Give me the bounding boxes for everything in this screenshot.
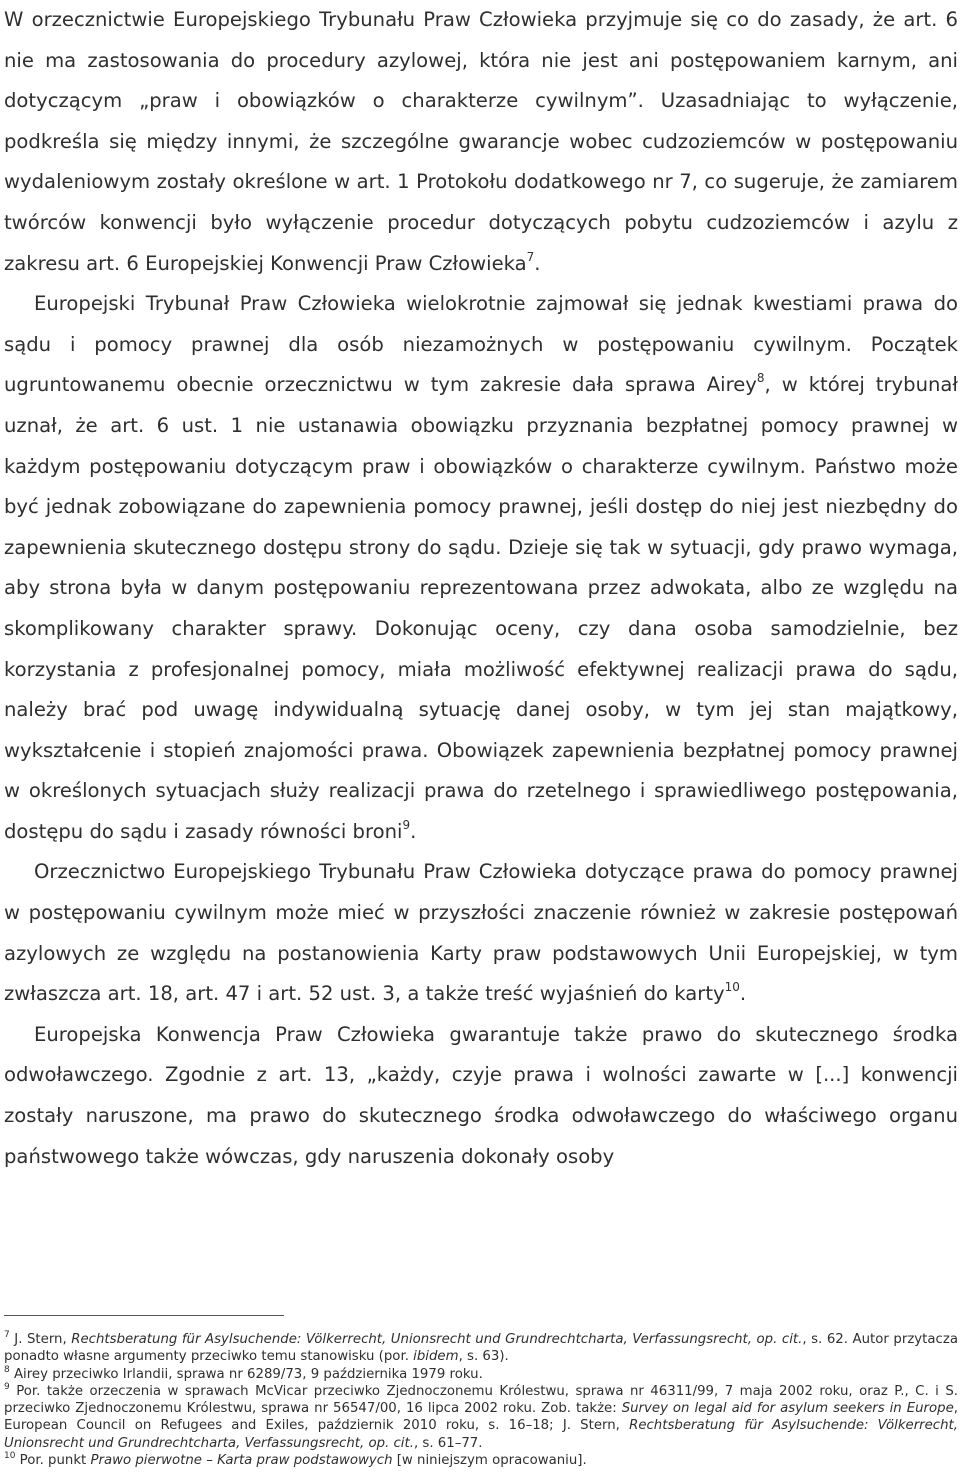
paragraph-3-text: Orzecznictwo Europejskiego Trybunału Praw Człowieka dotyczące prawa do pomocy prawnej w postępowaniu cywilnym może mieć w przyszłości znaczenie również w zakresie postępowań azylowych ze względu na postanowienia Karty praw podstawowych Unii Europejskiej, w tym zwłaszcza art. 18, art. 47 i art. 52 ust. 3, a także treść wyjaśnień do karty (4, 860, 958, 1006)
footnote-text: , s. 61–77. (413, 1435, 483, 1451)
footnote-italic-title: Rechtsberatung für Asylsuchende: Völkerrecht, Unionsrecht und Grundrechtcharta, Verfassungsrecht, op. cit. (71, 1332, 803, 1347)
footnote-text: J. Stern, (9, 1332, 72, 1347)
footnote-7 (4, 1331, 958, 1366)
paragraph-2-text-b: , w której trybunał uznał, że art. 6 ust. 1 nie ustanawia obowiązku przyznania bezpłatnej pomocy prawnej w każdym postępowaniu dotyczącym praw i obowiązków o charakterze cywilnym. Państwo może być jednak zobowiązane do zapewnienia pomocy prawnej, jeśli dostęp do niej jest niezbędny do zapewnienia skutecznego dostępu strony do sądu. Dzieje się tak w sytuacji, gdy prawo wymaga, aby strona była w danym postępowaniu reprezentowana przez adwokata, albo ze względu na skomplikowany charakter sprawy. Dokonując oceny, czy dana osoba samodzielnie, bez korzystania z profesjonalnej pomocy, miała możliwość efektywnej realizacji prawa do sądu, należy brać pod uwagę indywidualną sytuację danej osoby, w tym jej stan majątkowy, wykształcenie i stopień znajomości prawa. Obowiązek zapewnienia bezpłatnej pomocy prawnej w określonych sytuacjach służy realizacji prawa do rzetelnego i sprawiedliwego postępowania, dostępu do sądu i zasady równości broni (4, 373, 958, 843)
main-text (4, 0, 958, 1177)
paragraph-2-text-a: Europejski Trybunał Praw Człowieka wielokrotnie zajmował się jednak kwestiami prawa do sądu i pomocy prawnej dla osób niezamożnych w postępowaniu cywilnym. Początek ugruntowanemu obecnie orzecznictwu w tym zakresie dała sprawa Airey (4, 292, 958, 397)
footnote-italic-ibidem: ibidem (413, 1349, 459, 1365)
footnote-text: , s. 62. Autor przytacza ponadto własne argumenty przeciwko temu stanowisku (por. (4, 1332, 958, 1365)
footnote-text: , European Council on Refugees and Exiles, październik 2010 roku, s. 16–18; J. Stern, (4, 1401, 958, 1434)
footnote-ref-9[interactable]: 9 (402, 817, 411, 832)
paragraph-2-end: . (410, 819, 417, 843)
footnote-8 (4, 1366, 958, 1383)
paragraph-1-text: W orzecznictwie Europejskiego Trybunału Praw Człowieka przyjmuje się co do zasady, że art. 6 nie ma zastosowania do procedury azylowej, która nie jest ani postępowaniem karnym, ani dotyczącym „praw i obowiązków o charakterze cywilnym”. Uzasadniając to wyłączenie, podkreśla się między innymi, że szczególne gwarancje wobec cudzoziemców w postępowaniu wydaleniowym zostały określone w art. 1 Protokołu dodatkowego nr 7, co sugeruje, że zamiarem twórców konwencji było wyłączenie procedur dotyczących pobytu cudzoziemców i azylu z zakresu art. 6 Europejskiej Konwencji Praw Człowieka (4, 8, 958, 275)
paragraph-1-end: . (534, 251, 541, 275)
footnote-text: [w niniejszym opracowaniu]. (392, 1453, 587, 1469)
footnote-9 (4, 1383, 958, 1452)
footnote-ref-7[interactable]: 7 (526, 249, 535, 264)
footnote-text: Por. także orzeczenia w sprawach McVicar przeciwko Zjednoczonemu Królestwu, sprawa nr 46311/99, 7 maja 2002 roku, oraz P., C. i S. przeciwko Zjednoczonemu Królestwu, sprawa nr 56547/00, 16 lipca 2002 roku. Zob. także: (4, 1383, 958, 1417)
footnote-number: 7 (4, 1330, 10, 1340)
footnote-text: Airey przeciwko Irlandii, sprawa nr 6289/73, 9 października 1979 roku. (9, 1366, 483, 1382)
footnote-number: 9 (4, 1381, 10, 1392)
footnote-number: 10 (4, 1451, 16, 1462)
footnote-italic-title: Rechtsberatung für Asylsuchende: Völkerrecht, Unionsrecht und Grundrechtcharta, Verfassungsrecht, op. cit. (4, 1418, 958, 1451)
footnotes (4, 1331, 958, 1469)
footnote-separator (4, 1315, 284, 1316)
paragraph-2 (4, 284, 958, 852)
paragraph-4-text: Europejska Konwencja Praw Człowieka gwarantuje także prawo do skutecznego środka odwoławczego. Zgodnie z art. 13, „każdy, czyje prawa i wolności zawarte w [...] konwencji zostały naruszone, ma prawo do skutecznego środka odwoławczego do właściwego organu państwowego także wówczas, gdy naruszenia dokonały osoby (4, 1022, 958, 1168)
footnote-text: , s. 63). (458, 1349, 509, 1365)
footnote-italic-title: Survey on legal aid for asylum seekers in Europe (621, 1401, 954, 1417)
footnote-ref-10[interactable]: 10 (724, 980, 740, 995)
footnote-text: Por. punkt (15, 1453, 91, 1469)
footnote-italic-title: Prawo pierwotne – Karta praw podstawowych (90, 1453, 393, 1469)
paragraph-3-end: . (739, 982, 747, 1006)
paragraph-4 (4, 1015, 958, 1177)
paragraph-3 (4, 852, 958, 1014)
footnote-ref-8[interactable]: 8 (756, 371, 765, 386)
footnote-number: 8 (4, 1364, 10, 1375)
paragraph-1 (4, 0, 958, 284)
footnote-10 (4, 1452, 958, 1469)
